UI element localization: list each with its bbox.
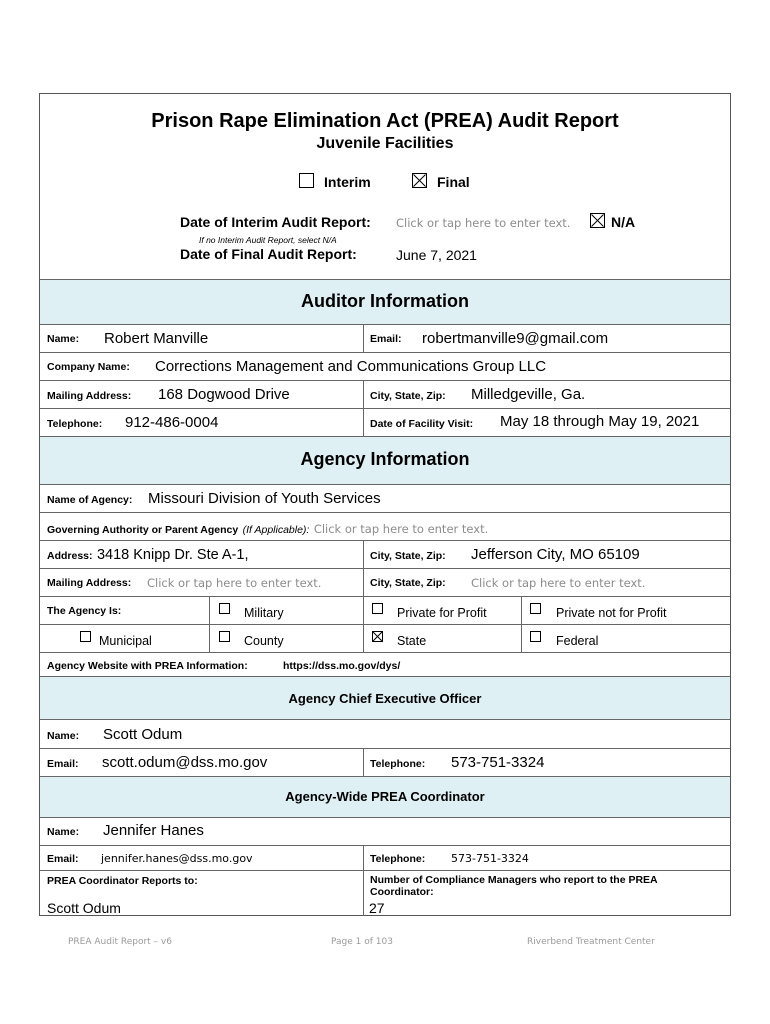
ceo-section-title: Agency Chief Executive Officer xyxy=(288,691,482,706)
auditor-visit-label: Date of Facility Visit: xyxy=(370,418,474,430)
coordinator-reports-label: PREA Coordinator Reports to: xyxy=(47,875,198,887)
auditor-city-label: City, State, Zip: xyxy=(370,390,446,402)
auditor-company-value[interactable]: Corrections Management and Communications Group LLC xyxy=(155,358,547,375)
final-date-value[interactable]: June 7, 2021 xyxy=(396,247,477,263)
coordinator-reports-value[interactable]: Scott Odum xyxy=(47,900,121,916)
ceo-phone-value[interactable]: 573-751-3324 xyxy=(451,754,545,771)
governing-field[interactable]: Click or tap here to enter text. xyxy=(313,522,489,536)
type-state-label: State xyxy=(397,634,427,648)
ceo-email-value[interactable]: scott.odum@dss.mo.gov xyxy=(102,754,268,771)
ceo-email-label: Email: xyxy=(47,758,79,770)
interim-note: If no Interim Audit Report, select N/A xyxy=(199,235,337,245)
report-subtitle: Juvenile Facilities xyxy=(316,135,454,152)
na-label: N/A xyxy=(611,214,636,230)
interim-date-field[interactable]: Click or tap here to enter text. xyxy=(396,216,571,230)
type-state-checkbox[interactable] xyxy=(372,631,383,642)
interim-checkbox[interactable] xyxy=(299,173,314,188)
governing-note: (If Applicable): xyxy=(242,524,310,536)
agency-website-value[interactable]: https://dss.mo.gov/dys/ xyxy=(283,660,401,672)
governing-row xyxy=(47,520,488,538)
ceo-phone-label: Telephone: xyxy=(370,758,426,770)
agency-address-value[interactable]: 3418 Knipp Dr. Ste A-1, xyxy=(96,547,249,563)
auditor-phone-value[interactable]: 912-486-0004 xyxy=(125,414,219,431)
type-private-profit-checkbox[interactable] xyxy=(372,603,383,614)
agency-mailing-label: Mailing Address: xyxy=(47,577,132,589)
coordinator-email-value[interactable]: jennifer.hanes@dss.mo.gov xyxy=(101,852,253,865)
auditor-name-value[interactable]: Robert Manville xyxy=(104,330,209,347)
ceo-name-label: Name: xyxy=(47,730,80,742)
auditor-visit-value[interactable]: May 18 through May 19, 2021 xyxy=(500,413,700,430)
auditor-company-label: Company Name: xyxy=(47,361,130,373)
agency-mailing-field[interactable]: Click or tap here to enter text. xyxy=(147,576,322,590)
coordinator-email-label: Email: xyxy=(47,853,79,865)
auditor-email-value[interactable]: robertmanville9@gmail.com xyxy=(422,330,609,347)
type-military-label: Military xyxy=(244,606,284,620)
coordinator-managers-label: Number of Compliance Managers who report to the PREA Coordinator: xyxy=(370,874,658,898)
type-municipal-label: Municipal xyxy=(99,634,152,648)
agency-name-value[interactable]: Missouri Division of Youth Services xyxy=(148,490,381,507)
type-private-nonprofit-label: Private not for Profit xyxy=(556,606,667,620)
agency-address-label: Address: xyxy=(47,550,93,562)
auditor-city-value[interactable]: Milledgeville, Ga. xyxy=(471,386,586,403)
agency-mailing-city-label: City, State, Zip: xyxy=(370,577,446,589)
governing-label: Governing Authority or Parent Agency xyxy=(47,524,239,536)
coordinator-section-title: Agency-Wide PREA Coordinator xyxy=(285,789,485,804)
type-county-label: County xyxy=(244,634,284,648)
report-title: Prison Rape Elimination Act (PREA) Audit Report xyxy=(151,110,619,132)
footer-left: PREA Audit Report – v6 xyxy=(68,937,172,947)
interim-date-label: Date of Interim Audit Report: xyxy=(180,214,371,230)
type-county-checkbox[interactable] xyxy=(219,631,230,642)
agency-city-value[interactable]: Jefferson City, MO 65109 xyxy=(471,546,640,563)
coordinator-name-value[interactable]: Jennifer Hanes xyxy=(103,822,204,839)
coordinator-name-label: Name: xyxy=(47,826,80,838)
footer-page-number: Page 1 of 103 xyxy=(331,937,393,947)
type-military-checkbox[interactable] xyxy=(219,603,230,614)
coordinator-phone-label: Telephone: xyxy=(370,853,426,865)
footer-right: Riverbend Treatment Center xyxy=(527,937,655,947)
auditor-email-label: Email: xyxy=(370,333,402,345)
type-federal-checkbox[interactable] xyxy=(530,631,541,642)
agency-name-label: Name of Agency: xyxy=(47,494,133,506)
auditor-mailing-value[interactable]: 168 Dogwood Drive xyxy=(158,386,290,403)
auditor-section-title: Auditor Information xyxy=(301,291,469,311)
agency-section-title: Agency Information xyxy=(300,449,470,469)
agency-mailing-city-field[interactable]: Click or tap here to enter text. xyxy=(471,576,646,590)
coordinator-phone-value[interactable]: 573-751-3324 xyxy=(451,852,529,865)
agency-address-row xyxy=(47,546,249,564)
na-checkbox[interactable] xyxy=(590,213,605,228)
auditor-name-label: Name: xyxy=(47,333,80,345)
interim-label: Interim xyxy=(324,174,371,190)
type-private-profit-label: Private for Profit xyxy=(397,606,487,620)
agency-website-label: Agency Website with PREA Information: xyxy=(47,660,248,672)
ceo-name-value[interactable]: Scott Odum xyxy=(103,726,183,743)
type-private-nonprofit-checkbox[interactable] xyxy=(530,603,541,614)
auditor-phone-label: Telephone: xyxy=(47,418,103,430)
coordinator-managers-value[interactable]: 27 xyxy=(369,900,385,916)
type-federal-label: Federal xyxy=(556,634,599,648)
final-label: Final xyxy=(437,174,470,190)
final-date-label: Date of Final Audit Report: xyxy=(180,246,357,262)
auditor-mailing-label: Mailing Address: xyxy=(47,390,132,402)
agency-city-label: City, State, Zip: xyxy=(370,550,446,562)
agency-is-label: The Agency Is: xyxy=(47,605,122,617)
final-checkbox[interactable] xyxy=(412,173,427,188)
type-municipal-checkbox[interactable] xyxy=(80,631,91,642)
